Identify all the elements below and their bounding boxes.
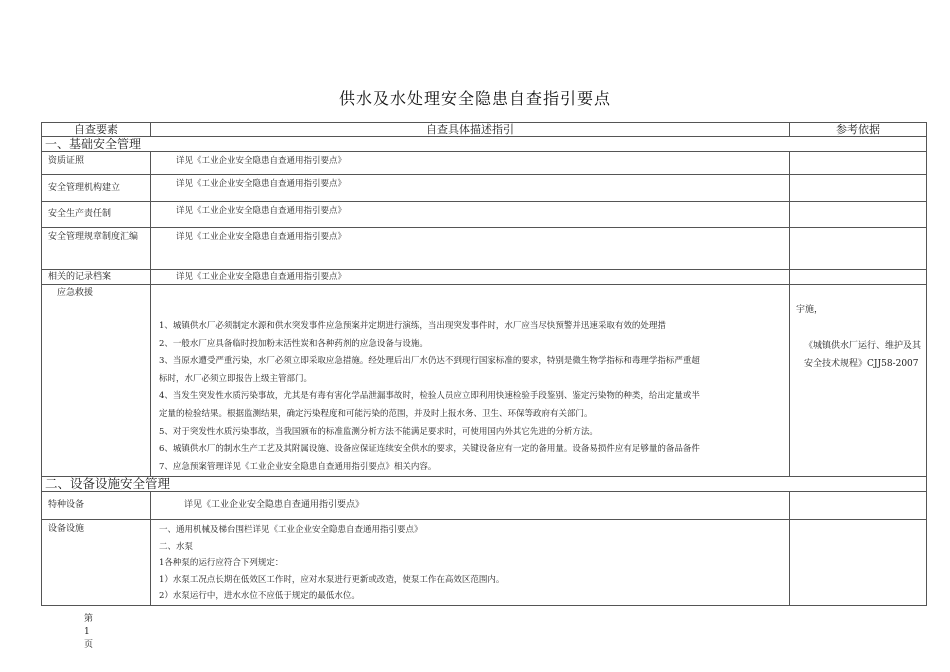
row-reference	[790, 152, 927, 175]
emergency-reference	[790, 285, 927, 477]
facilities-description	[151, 520, 790, 606]
row-description: 详见《工业企业安全隐患自查通用指引要点》	[151, 270, 790, 285]
table-header-row	[42, 123, 927, 137]
emergency-description	[151, 285, 790, 477]
row-description: 详见《工业企业安全隐患自查通用指引要点》	[151, 175, 790, 202]
reference-standard: 《城镇供水厂运行、维护及其安全技术规程》CJJ58-2007	[804, 341, 922, 369]
row-item: 相关的记录档案	[42, 270, 151, 285]
facilities-line: 2）水泵运行中，进水水位不应低于规定的最低水位。	[159, 591, 360, 602]
row-item: 设备设施	[42, 520, 151, 606]
section-heading-equipment: 二、设备设施安全管理	[42, 477, 927, 492]
facilities-line: 1各种泵的运行应符合下列规定：	[159, 558, 284, 569]
row-item: 安全管理规章制度汇编	[42, 228, 151, 270]
header-reference: 参考依据	[790, 123, 927, 137]
page-title: 供水及水处理安全隐患自查指引要点	[338, 89, 611, 108]
facilities-line: 一、通用机械及梯台围栏详见《工业企业安全隐患自查通用指引要点》	[159, 525, 423, 536]
row-reference	[790, 492, 927, 520]
table-row-emergency	[42, 285, 927, 477]
row-description: 详见《工业企业安全隐患自查通用指引要点》	[151, 492, 790, 520]
table-row	[42, 175, 927, 202]
table-row	[42, 152, 927, 175]
row-description: 详见《工业企业安全隐患自查通用指引要点》	[151, 202, 790, 228]
emergency-line: 7、应急预案管理详见《工业企业安全隐患自查通用指引要点》相关内容。	[159, 461, 437, 472]
row-item: 资质证照	[42, 152, 151, 175]
section-heading-basic: 一、基础安全管理	[42, 137, 927, 152]
table-row	[42, 270, 927, 285]
emergency-line: 定量的检验结果。根据监测结果，确定污染程度和可能污染的范围，并及时上报水务、卫生、环保等政府有关部门。	[159, 408, 593, 419]
checklist-table	[41, 122, 927, 606]
facilities-line: 1）水泵工况点长期在低效区工作时，应对水泵进行更新或改造，使泵工作在高效区范围内。	[159, 574, 505, 585]
emergency-line: 1、城镇供水厂必须制定水源和供水突发事件应急预案并定期进行演练，当出现突发事件时，水厂应当尽快预警并迅速采取有效的处理措	[159, 321, 666, 331]
row-item: 安全生产责任制	[42, 202, 151, 228]
table-row	[42, 492, 927, 520]
emergency-item: 应急救援	[42, 285, 151, 477]
emergency-line: 4、当发生突发性水质污染事故，尤其是有毒有害化学品泄漏事故时，检验人员应立即利用快速检验手段鉴别、鉴定污染物的种类，给出定量或半	[159, 391, 700, 402]
facilities-line: 二、水泵	[159, 541, 194, 552]
emergency-line: 2、一般水厂应具备临时投加粉末活性炭和各种药剂的应急设备与设施。	[159, 338, 428, 349]
table-row	[42, 228, 927, 270]
emergency-line: 6、城镇供水厂的制水生产工艺及其附属设施、设备应保证连续安全供水的要求，关键设备应有一定的备用量。设备易损件应有足够量的备品备件	[159, 444, 700, 455]
row-description: 详见《工业企业安全隐患自查通用指引要点》	[151, 152, 790, 175]
row-reference	[790, 175, 927, 202]
emergency-line: 3、当原水遭受严重污染，水厂必须立即采取应急措施。经处理后出厂水仍达不到现行国家标准的要求，特别是微生物学指标和毒理学指标严重超	[159, 356, 700, 367]
row-description: 详见《工业企业安全隐患自查通用指引要点》	[151, 228, 790, 270]
page-number: 第1页	[84, 614, 94, 650]
row-reference	[790, 228, 927, 270]
row-item: 安全管理机构建立	[42, 175, 151, 202]
header-item: 自查要素	[42, 123, 151, 137]
section-row	[42, 137, 927, 152]
table-row	[42, 202, 927, 228]
header-description: 自查具体描述指引	[151, 123, 790, 137]
emergency-line: 5、对于突发性水质污染事故，当我国颁布的标准监测分析方法不能满足要求时，可使用国内外其它先进的分析方法。	[159, 426, 598, 437]
reference-fragment: 宇施，	[796, 305, 824, 315]
table-row-facilities	[42, 520, 927, 606]
section-row	[42, 477, 927, 492]
row-item: 特种设备	[42, 492, 151, 520]
emergency-line: 标时，水厂必须立即报告上级主管部门。	[159, 373, 313, 384]
row-reference	[790, 270, 927, 285]
row-reference	[790, 520, 927, 606]
row-reference	[790, 202, 927, 228]
